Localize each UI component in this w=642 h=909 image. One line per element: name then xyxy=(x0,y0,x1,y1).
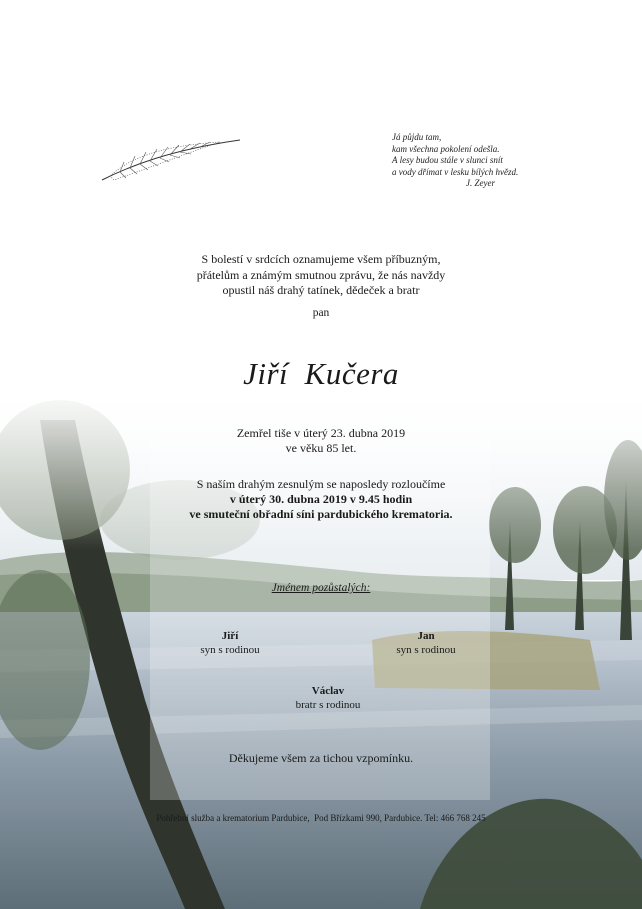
feather-icon xyxy=(100,136,242,184)
title-word: pan xyxy=(312,307,330,319)
mourners-title: Jménem pozůstalých: xyxy=(271,582,371,594)
poem-quote xyxy=(392,132,612,190)
mourner-name: Jan xyxy=(417,630,435,642)
poem-line: Já půjdu tam, xyxy=(392,132,442,142)
mourner-role: bratr s rodinou xyxy=(295,699,361,711)
mourner-item xyxy=(170,629,290,657)
mourner-name: Jiří xyxy=(221,630,239,642)
farewell-info xyxy=(0,477,642,522)
thanks-text: Děkujeme všem za tichou vzpomínku. xyxy=(228,751,414,765)
announcement-line: opustil náš drahý tatínek, dědeček a bratr xyxy=(222,283,420,297)
mourner-item xyxy=(366,629,486,657)
poem-line: A lesy budou stále v slunci snít xyxy=(392,155,503,165)
deceased-name: Jiří Kučera xyxy=(243,356,399,391)
farewell-intro: S naším drahým zesnulým se naposledy rozloučíme xyxy=(196,477,446,491)
poem-line: kam všechna pokolení odešla. xyxy=(392,143,500,154)
death-age: ve věku 85 let. xyxy=(285,441,357,455)
funeral-service-footer: Pohřební služba a krematorium Pardubice, Pod Břízkami 990, Pardubice. Tel: 466 768 245 xyxy=(156,813,486,823)
death-info xyxy=(0,426,642,456)
mourner-role: syn s rodinou xyxy=(396,644,456,656)
mourner-name: Václav xyxy=(311,685,345,697)
poem-author: J. Zeyer xyxy=(466,178,495,188)
mourner-item xyxy=(268,684,388,712)
announcement-text xyxy=(0,252,642,299)
announcement-line: S bolestí v srdcích oznamujeme všem příbuzným, xyxy=(201,252,441,266)
poem-line: a vody dřímat v lesku bílých hvězd. xyxy=(392,166,519,177)
farewell-date: v úterý 30. dubna 2019 v 9.45 hodin xyxy=(229,492,413,506)
farewell-place: ve smuteční obřadní síni pardubického krematoria. xyxy=(189,507,453,521)
death-date: Zemřel tiše v úterý 23. dubna 2019 xyxy=(236,426,406,440)
mourner-role: syn s rodinou xyxy=(200,644,260,656)
announcement-line: přátelům a známým smutnou zprávu, že nás navždy xyxy=(196,267,446,282)
